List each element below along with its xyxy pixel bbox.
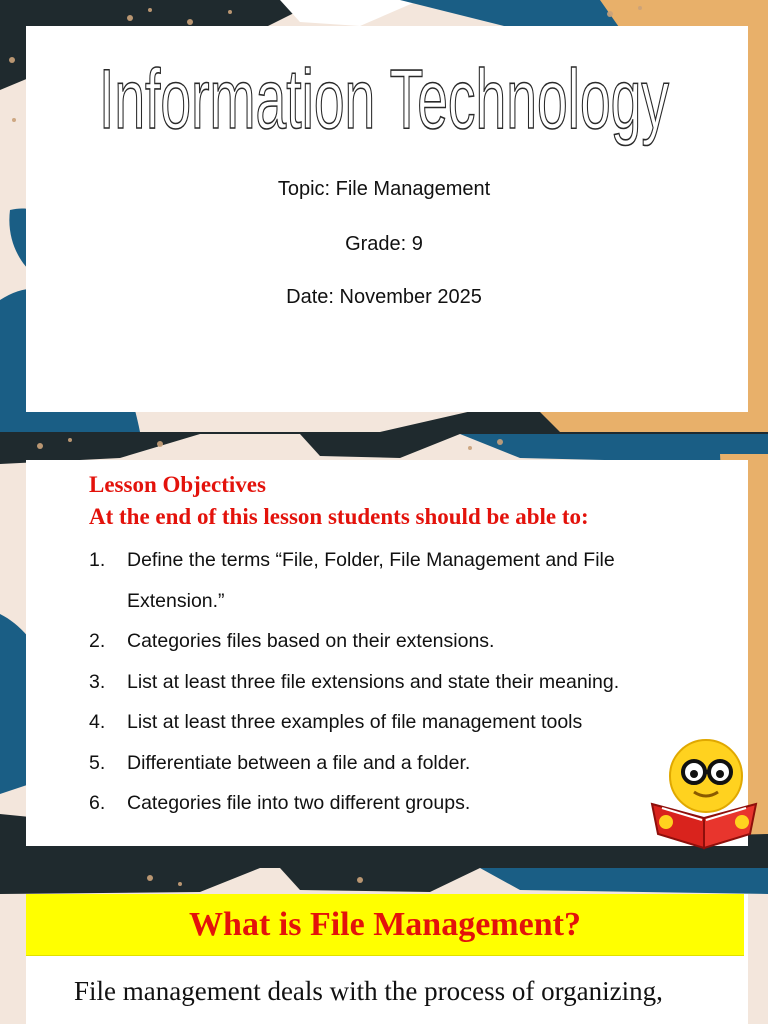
objective-number: 2. xyxy=(89,630,106,652)
objective-text: Differentiate between a file and a folder. xyxy=(127,751,471,774)
objective-text: List at least three examples of file management tools xyxy=(127,711,583,733)
objective-text: List at least three file extensions and state their meaning. xyxy=(127,670,620,693)
objective-text: Categories files based on their extensions. xyxy=(127,630,495,652)
objective-number: 6. xyxy=(89,792,106,814)
objectives-heading: Lesson Objectives xyxy=(89,472,266,497)
objective-number: 3. xyxy=(89,670,106,693)
topic-line: Topic: File Management xyxy=(277,178,491,200)
objective-text: Categories file into two different groups. xyxy=(127,792,471,814)
slide-title-heading xyxy=(0,48,768,158)
objectives-list xyxy=(89,540,709,824)
objective-number: 4. xyxy=(89,711,106,733)
objective-item xyxy=(89,702,709,743)
slide-definition xyxy=(0,868,768,1024)
objective-item xyxy=(89,540,709,621)
objective-number: 5. xyxy=(89,751,106,774)
definition-title: What is File Management? xyxy=(189,905,581,943)
reading-emoji-icon xyxy=(644,734,762,852)
objectives-subheading: At the end of this lesson students should be able to: xyxy=(89,504,589,529)
definition-title-banner xyxy=(26,894,744,956)
objective-item xyxy=(89,662,709,703)
slide-title xyxy=(0,0,768,432)
definition-body: File management deals with the process of organizing, xyxy=(74,976,663,1006)
date-line: Date: November 2025 xyxy=(286,286,482,308)
objective-text: Define the terms “File, Folder, File Management and File Extension.” xyxy=(127,549,615,612)
objective-item xyxy=(89,743,709,784)
slide-objectives xyxy=(0,434,768,866)
title-text: Information Technology xyxy=(99,52,669,146)
objective-item xyxy=(89,783,709,824)
grade-line: Grade: 9 xyxy=(345,233,423,255)
objective-item xyxy=(89,621,709,662)
objective-number: 1. xyxy=(89,549,106,571)
